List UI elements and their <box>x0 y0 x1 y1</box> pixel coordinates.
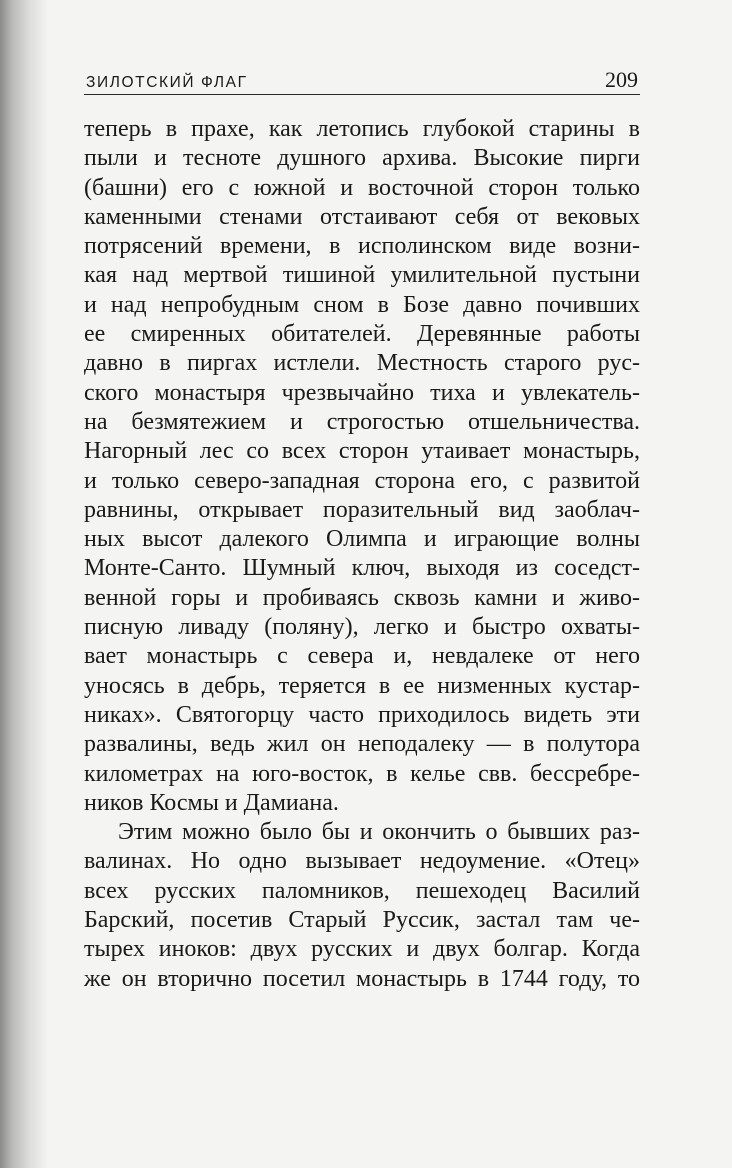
text-line: Монте-Санто. Шумный ключ, выходя из соседст- <box>84 555 640 582</box>
text-line: на безмятежием и строгостью отшельничества. <box>84 408 640 435</box>
text-line: развалины, ведь жил он неподалеку — в полутора <box>84 731 640 758</box>
text-line: потрясений времени, в исполинском виде возни- <box>84 233 640 260</box>
text-line: давно в пиргах истлели. Местность старого рус- <box>84 350 640 377</box>
text-line: и над непробудным сном в Бозе давно почивших <box>84 291 640 318</box>
text-line: тырех иноков: двух русских и двух болгар. Когда <box>84 936 640 963</box>
paragraph <box>84 818 640 994</box>
body-text <box>84 115 640 994</box>
text-line: же он вторично посетил монастырь в 1744 году, то <box>84 965 640 992</box>
page-gutter-shadow <box>0 0 48 1168</box>
text-line: ных высот далекого Олимпа и играющие волны <box>84 526 640 553</box>
text-line: Барский, посетив Старый Руссик, застал там че- <box>84 907 640 934</box>
text-line: Этим можно было бы и окончить о бывших раз- <box>118 819 640 846</box>
page-number: 209 <box>605 67 638 92</box>
running-title: ЗИЛОТСКИЙ ФЛАГ <box>86 74 248 91</box>
text-line: теперь в прахе, как летопись глубокой старины в <box>84 116 640 142</box>
text-line: километрах на юго-восток, в келье свв. бессребре- <box>84 760 640 787</box>
text-line: каменными стенами отстаивают себя от вековых <box>84 203 640 230</box>
text-line: кая над мертвой тишиной умилительной пустыни <box>84 262 640 289</box>
running-header <box>84 60 640 95</box>
paragraph <box>84 115 640 818</box>
text-line: никах». Святогорцу часто приходилось видеть эти <box>84 701 640 728</box>
text-line: ников Космы и Дамиана. <box>84 789 339 816</box>
text-line: и только северо-западная сторона его, с развитой <box>84 467 640 494</box>
text-line: Нагорный лес со всех сторон утаивает монастырь, <box>84 438 640 465</box>
text-line: ее смиренных обитателей. Деревянные работы <box>84 321 640 348</box>
text-line: венной горы и пробиваясь сквозь камни и живо- <box>84 584 640 611</box>
text-line: уносясь в дебрь, теряется в ее низменных кустар- <box>84 672 640 699</box>
text-line: равнины, открывает поразительный вид заоблач- <box>84 496 640 523</box>
book-page <box>84 60 640 994</box>
text-line: валинах. Но одно вызывает недоумение. «Отец» <box>84 848 640 875</box>
text-line: вает монастырь с севера и, невдалеке от него <box>84 643 640 670</box>
text-line: (башни) его с южной и восточной сторон только <box>84 174 640 201</box>
text-line: ского монастыря чрезвычайно тиха и увлекатель- <box>84 379 640 406</box>
text-line: всех русских паломников, пешеходец Василий <box>84 877 640 904</box>
text-line: пыли и тесноте душного архива. Высокие пирги <box>84 145 640 172</box>
text-line: писную ливаду (поляну), легко и быстро охваты- <box>84 614 640 641</box>
